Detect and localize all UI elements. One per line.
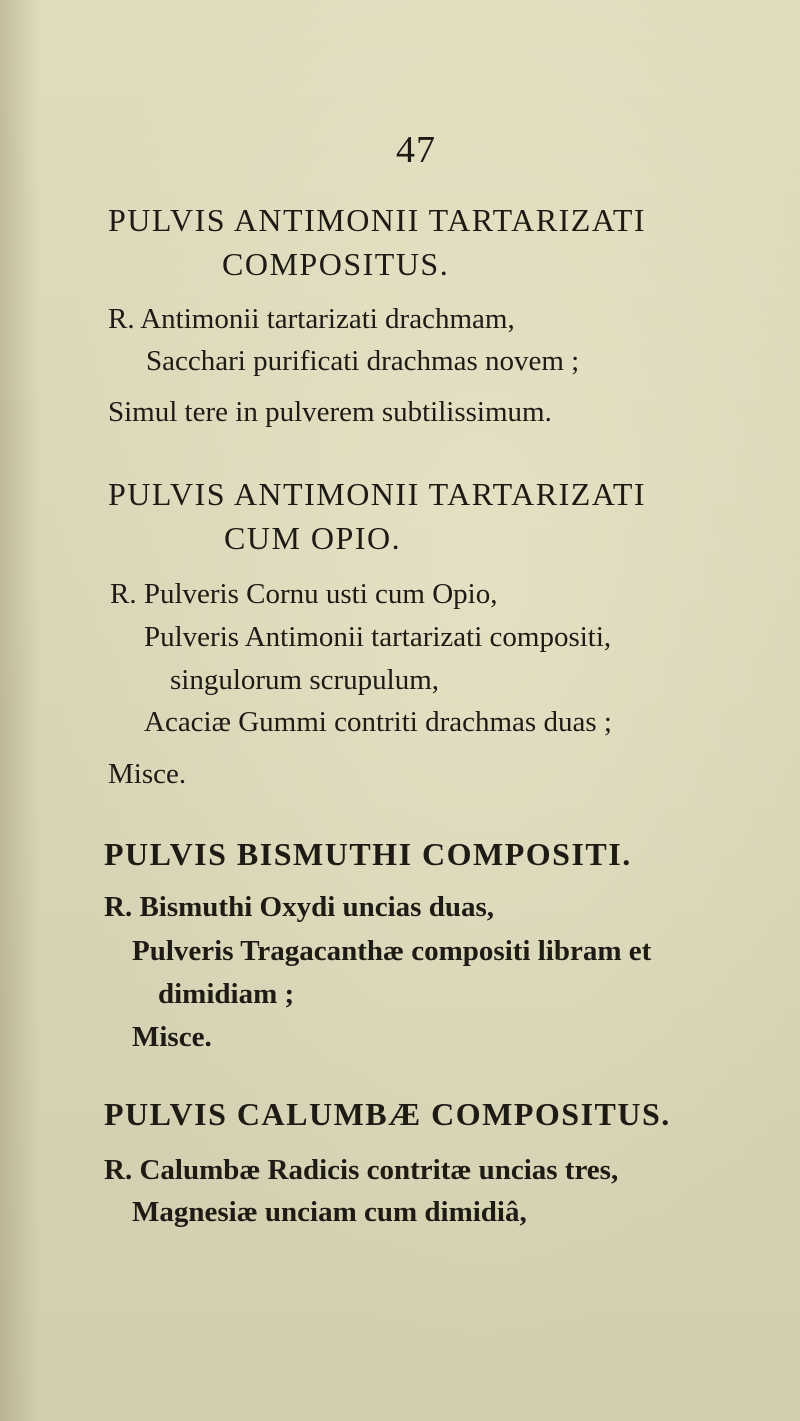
section-heading: PULVIS CALUMBÆ COMPOSITUS. <box>104 1096 671 1132</box>
recipe-line: Acaciæ Gummi contriti drachmas duas ; <box>144 706 612 738</box>
recipe-line: singulorum scrupulum, <box>170 664 440 696</box>
recipe-line: Magnesiæ unciam cum dimidiâ, <box>132 1196 527 1228</box>
section-heading: PULVIS ANTIMONII TARTARIZATI <box>108 476 647 512</box>
recipe-line: dimidiam ; <box>158 978 295 1010</box>
instruction-line: Misce. <box>108 758 187 790</box>
recipe-line: Pulveris Tragacanthæ compositi libram et <box>132 935 652 967</box>
instruction-line: Simul tere in pulverem subtilissimum. <box>108 396 552 428</box>
recipe-line: Sacchari purificati drachmas novem ; <box>146 345 580 377</box>
recipe-line: R. Bismuthi Oxydi uncias duas, <box>104 891 495 923</box>
page-number: 47 <box>396 129 436 171</box>
section-heading: PULVIS ANTIMONII TARTARIZATI <box>108 202 647 238</box>
section-heading: PULVIS BISMUTHI COMPOSITI. <box>104 836 632 872</box>
recipe-line: R. Pulveris Cornu usti cum Opio, <box>110 578 498 610</box>
section-heading-continued: COMPOSITUS. <box>222 246 450 282</box>
recipe-line: R. Calumbæ Radicis contritæ uncias tres, <box>104 1154 619 1186</box>
recipe-line: Pulveris Antimonii tartarizati compositi, <box>144 621 612 653</box>
recipe-line: R. Antimonii tartarizati drachmam, <box>108 303 515 335</box>
section-heading-continued: CUM OPIO. <box>224 520 402 556</box>
instruction-line: Misce. <box>132 1021 212 1053</box>
